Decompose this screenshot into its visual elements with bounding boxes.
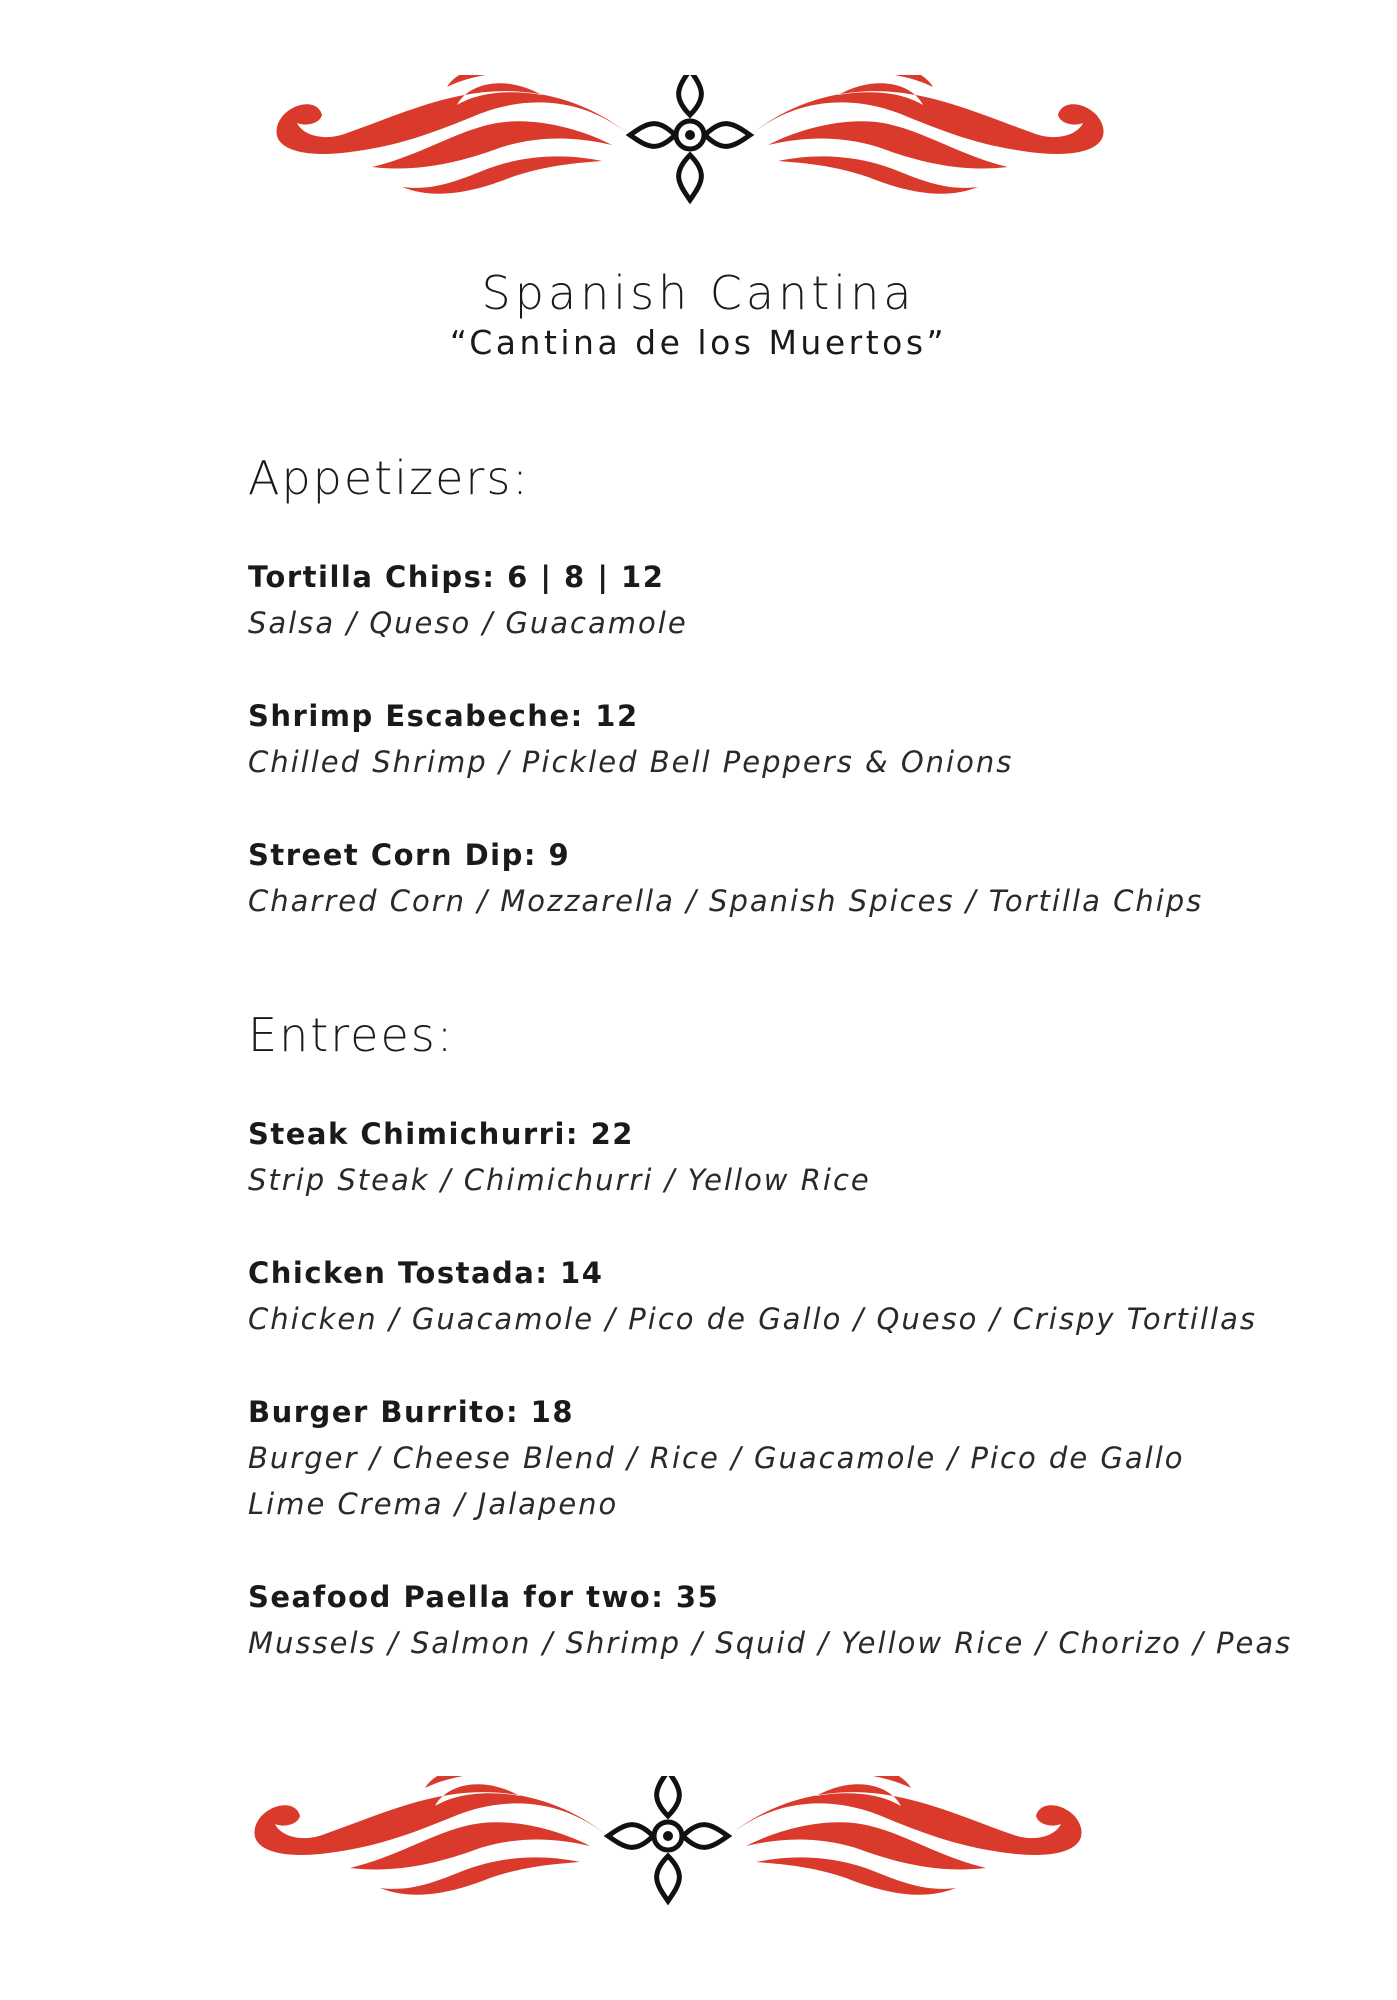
top-flourish-ornament	[0, 75, 1397, 215]
menu-item-name: Burger Burrito: 18	[248, 1395, 575, 1429]
menu-item-name: Chicken Tostada: 14	[248, 1256, 604, 1290]
flourish-scroll-icon	[0, 1776, 1397, 1916]
menu-header	[0, 265, 1397, 365]
menu-item	[248, 554, 1348, 646]
scroll-left-icon	[276, 75, 632, 194]
menu-item	[248, 1111, 1348, 1203]
center-dot-icon	[663, 1831, 673, 1841]
menu-item	[248, 1574, 1348, 1666]
menu-item-name: Seafood Paella for two: 35	[248, 1580, 720, 1614]
section-heading: Appetizers:	[248, 451, 530, 505]
menu-item-description: Burger / Cheese Blend / Rice / Guacamole / Pico de Gallo	[248, 1441, 1185, 1475]
menu-item-description: Chicken / Guacamole / Pico de Gallo / Queso / Crispy Tortillas	[248, 1302, 1257, 1336]
entrees-section	[248, 1003, 1348, 1713]
menu-item-name: Street Corn Dip: 9	[248, 838, 571, 872]
flourish-scroll-icon	[254, 1776, 1081, 1901]
menu-item-description: Lime Crema / Jalapeno	[248, 1487, 619, 1521]
menu-item	[248, 693, 1348, 785]
bottom-flourish-ornament	[0, 1776, 1397, 1916]
menu-item-name: Steak Chimichurri: 22	[248, 1117, 634, 1151]
appetizers-section	[248, 446, 1348, 971]
menu-item-description: Chilled Shrimp / Pickled Bell Peppers & Onions	[248, 745, 1014, 779]
scroll-right-icon	[726, 1776, 1082, 1895]
menu-item-name: Shrimp Escabeche: 12	[248, 699, 639, 733]
menu-item	[248, 1389, 1348, 1527]
restaurant-subtitle: “Cantina de los Muertos”	[449, 323, 948, 362]
menu-item	[248, 832, 1348, 924]
menu-item-name: Tortilla Chips: 6 | 8 | 12	[248, 560, 665, 594]
scroll-left-icon	[254, 1776, 610, 1895]
flourish-scroll-icon	[276, 75, 1103, 200]
menu-item-description: Salsa / Queso / Guacamole	[248, 606, 688, 640]
menu-item-description: Mussels / Salmon / Shrimp / Squid / Yellow Rice / Chorizo / Peas	[248, 1626, 1293, 1660]
menu-item-description: Charred Corn / Mozzarella / Spanish Spices / Tortilla Chips	[248, 884, 1204, 918]
section-heading: Entrees:	[248, 1008, 455, 1062]
menu-item	[248, 1250, 1348, 1342]
flourish-scroll-icon	[0, 75, 1397, 215]
center-dot-icon	[685, 130, 695, 140]
menu-item-description: Strip Steak / Chimichurri / Yellow Rice	[248, 1163, 871, 1197]
restaurant-title: Spanish Cantina	[481, 266, 916, 320]
scroll-right-icon	[748, 75, 1104, 194]
